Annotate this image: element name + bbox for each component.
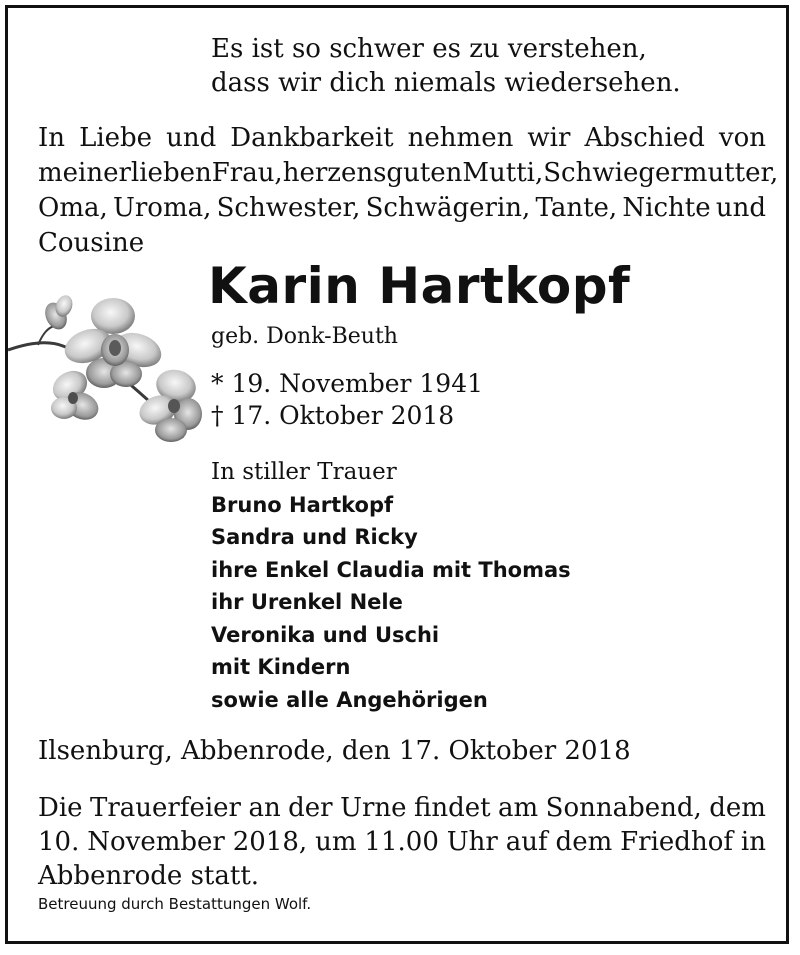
word: 11.00 (364, 827, 439, 857)
word: Mutti, (462, 158, 544, 188)
word: Schwägerin, (365, 193, 531, 223)
word: wir (527, 123, 571, 153)
mourners-list (211, 456, 571, 716)
word: Schwiegermutter, (543, 158, 779, 188)
mourning-phrase: In stiller Trauer (211, 459, 397, 485)
place-and-date: Ilsenburg, Abbenrode, den 17. Oktober 2018 (38, 736, 631, 766)
word: Urne (340, 793, 407, 823)
orchid-branch-icon (8, 288, 203, 458)
funeral-info (38, 791, 766, 893)
intro-line: Cousine (38, 228, 145, 258)
maiden-name: geb. Donk-Beuth (211, 324, 398, 349)
word: findet (414, 793, 491, 823)
funeral-line: Abbenrode statt. (38, 861, 260, 891)
word: herzensguten (282, 158, 463, 188)
life-dates (211, 368, 483, 432)
word: um (315, 827, 357, 857)
word: Dankbarkeit (230, 123, 394, 153)
word: der (288, 793, 333, 823)
intro-line (38, 156, 779, 191)
word: 10. (38, 827, 80, 857)
word: Friedhof (620, 827, 733, 857)
word: meiner (38, 158, 131, 188)
word: Tante, (535, 193, 618, 223)
word: von (718, 123, 766, 153)
word: Trauerfeier (90, 793, 241, 823)
word: Uroma, (112, 193, 212, 223)
word: 2018, (232, 827, 308, 857)
mourner-entry: ihr Urenkel Nele (211, 590, 403, 614)
mourner-entry: Veronika und Uschi (211, 622, 440, 647)
word: und (715, 193, 766, 223)
funeral-line (38, 791, 766, 825)
mourner-entry: sowie alle Angehörigen (211, 687, 488, 712)
word: Frau, (211, 158, 283, 188)
death-date: † 17. Oktober 2018 (211, 401, 455, 430)
word: Abschied (584, 123, 705, 153)
word: Nichte (622, 193, 711, 223)
intro-line (38, 121, 766, 156)
word: nehmen (407, 123, 514, 153)
obituary-notice (5, 5, 789, 944)
funeral-line (38, 825, 766, 859)
word: auf (505, 827, 548, 857)
word: Oma, (38, 193, 108, 223)
word: Liebe (79, 123, 153, 153)
verse-line: dass wir dich niemals wiedersehen. (211, 68, 681, 98)
word: Sonnabend, (545, 793, 702, 823)
word: November (87, 827, 225, 857)
mourner-entry: ihre Enkel Claudia mit Thomas (211, 557, 571, 582)
word: dem (555, 827, 613, 857)
undertaker-credit: Betreuung durch Bestattungen Wolf. (38, 895, 312, 913)
mourner-entry: mit Kindern (211, 655, 351, 679)
memorial-verse (211, 32, 681, 100)
word: Die (38, 793, 83, 823)
deceased-name: Karin Hartkopf (208, 257, 631, 315)
mourner-entry: Bruno Hartkopf (211, 492, 394, 517)
verse-line: Es ist so schwer es zu verstehen, (211, 34, 647, 64)
intro-paragraph (38, 121, 779, 261)
word: In (38, 123, 66, 153)
birth-date: * 19. November 1941 (211, 369, 484, 398)
word: Uhr (446, 827, 498, 857)
word: dem (709, 793, 766, 823)
mourner-entry: Sandra und Ricky (211, 525, 418, 549)
word: und (166, 123, 217, 153)
word: lieben (130, 158, 212, 188)
word: in (740, 827, 766, 857)
word: Schwester, (216, 193, 361, 223)
word: an (248, 793, 281, 823)
intro-line (38, 191, 766, 226)
word: am (498, 793, 539, 823)
